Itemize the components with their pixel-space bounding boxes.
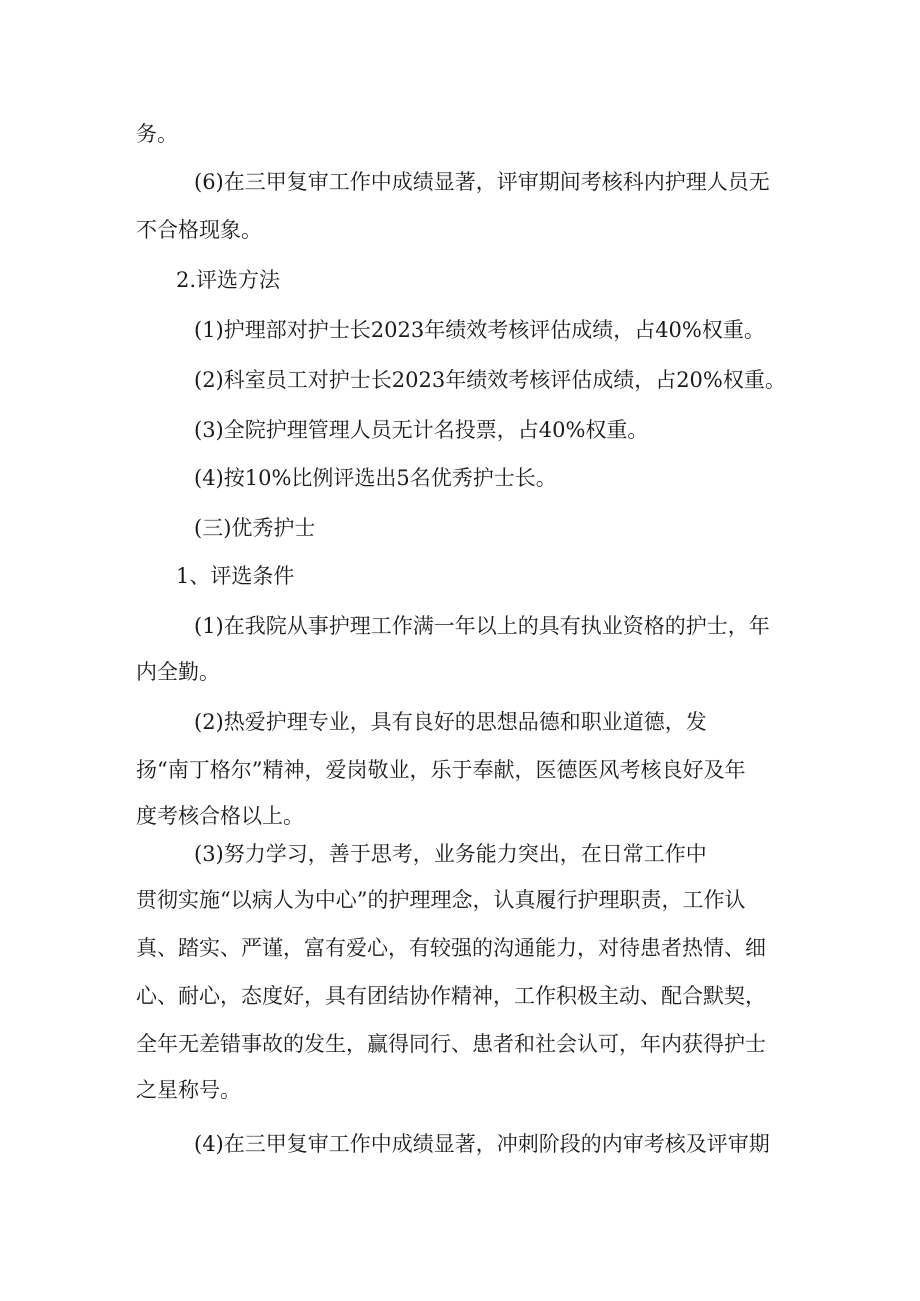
- text-line: (2)热爱护理专业，具有良好的思想品德和职业道德，发: [194, 710, 707, 734]
- text-line: (2)科室员工对护士长2023年绩效考核评估成绩，占20%权重。: [194, 368, 786, 392]
- text-line: 度考核合格以上。: [136, 804, 304, 828]
- text-line: (1)在我院从事护理工作满一年以上的具有执业资格的护士，年: [194, 614, 770, 638]
- text-line: (1)护理部对护士长2023年绩效考核评估成绩，占40%权重。: [194, 318, 765, 342]
- text-line: (4)按10%比例评选出5名优秀护士长。: [194, 466, 557, 490]
- text-line: (4)在三甲复审工作中成绩显著，冲刺阶段的内审考核及评审期: [194, 1132, 770, 1156]
- text-line: 全年无差错事故的发生，赢得同行、患者和社会认可，年内获得护士: [136, 1032, 766, 1056]
- text-line: 内全勤。: [136, 660, 220, 684]
- text-line: 扬“南丁格尔”精神，爱岗敬业，乐于奉献，医德医风考核良好及年: [136, 758, 746, 782]
- section-heading: (三)优秀护士: [194, 516, 316, 540]
- text-line: 真、踏实、严谨，富有爱心，有较强的沟通能力，对待患者热情、细: [136, 936, 766, 960]
- text-line: 不合格现象。: [136, 218, 262, 242]
- text-line: (3)努力学习，善于思考，业务能力突出，在日常工作中: [194, 842, 707, 866]
- text-line: 贯彻实施“以病人为中心”的护理理念，认真履行护理职责，工作认: [136, 888, 746, 912]
- text-line: 心、耐心，态度好，具有团结协作精神，工作积极主动、配合默契，: [136, 984, 766, 1008]
- section-heading: 1、评选条件: [176, 564, 295, 588]
- text-line: (3)全院护理管理人员无计名投票，占40%权重。: [194, 418, 649, 442]
- text-line: 务。: [136, 122, 178, 146]
- text-line: 之星称号。: [136, 1078, 241, 1102]
- section-heading: 2.评选方法: [176, 268, 281, 292]
- text-line: (6)在三甲复审工作中成绩显著，评审期间考核科内护理人员无: [194, 170, 770, 194]
